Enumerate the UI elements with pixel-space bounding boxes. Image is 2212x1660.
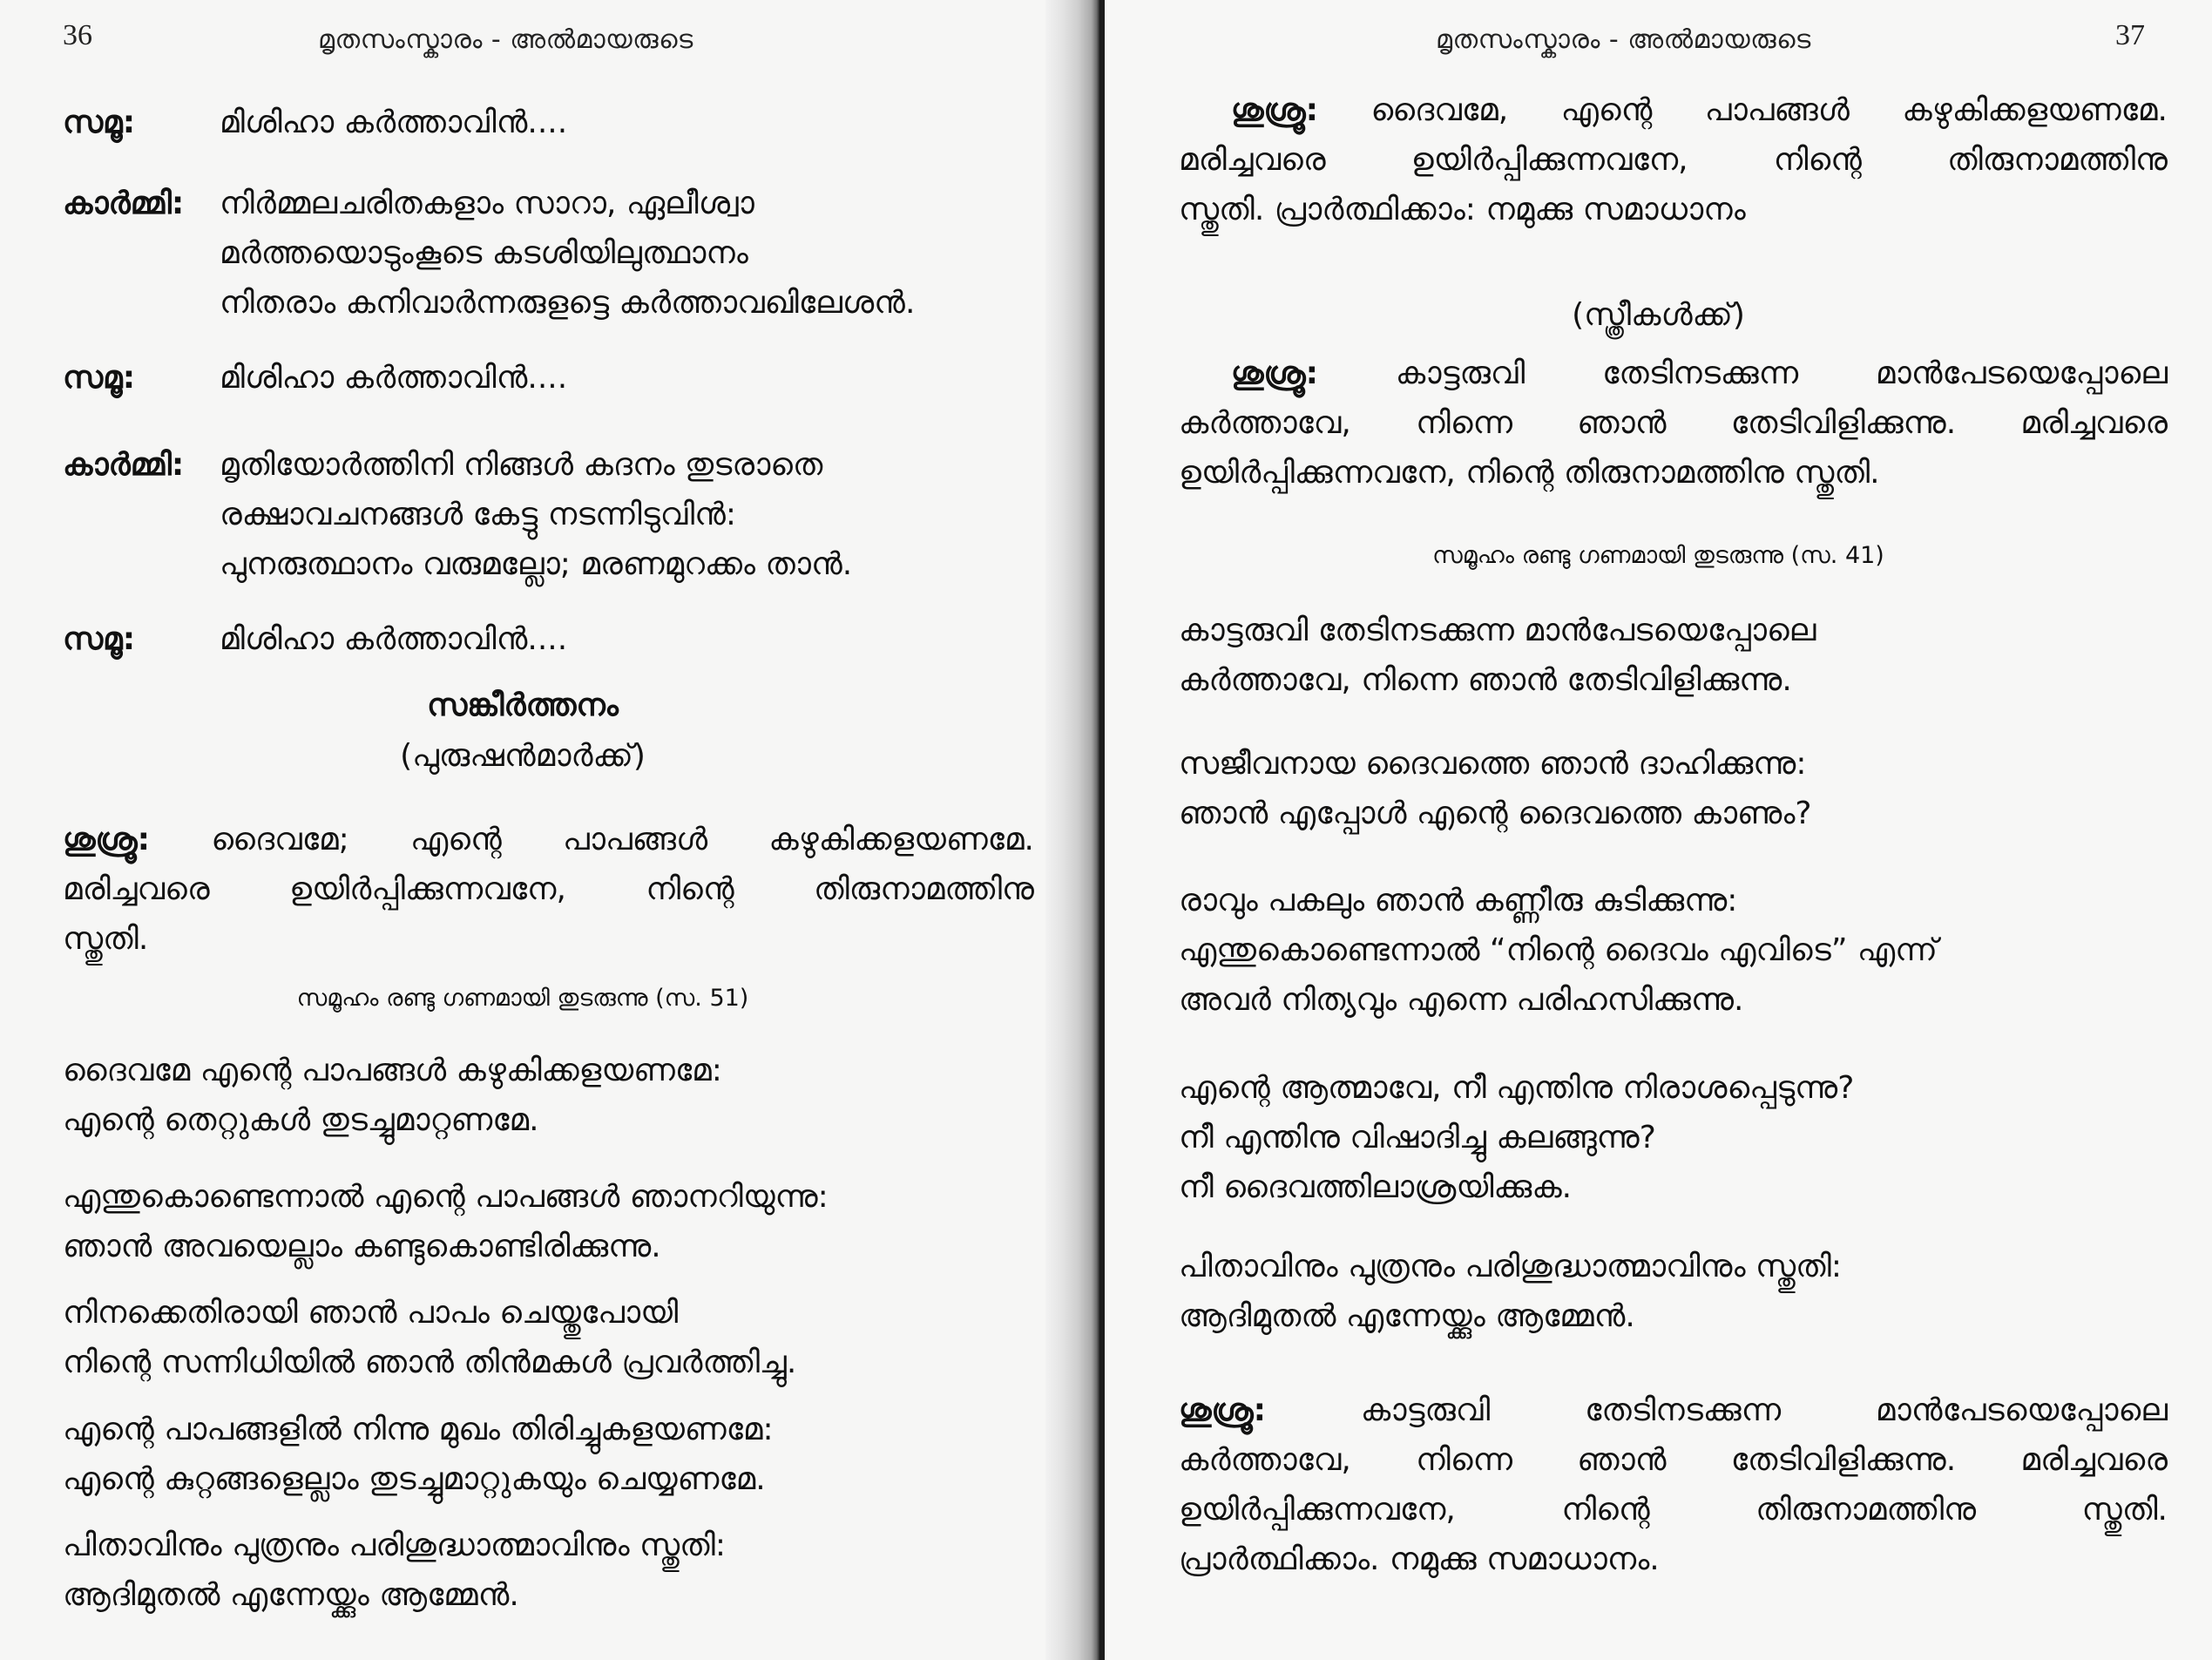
text-line: ശുശ്രൂ: ദൈവമേ; എന്റെ പാപങ്ങൾ കഴുകിക്കളയണമേ. [63, 822, 1034, 857]
exchange-samu-2 [63, 353, 1021, 403]
text-line: രക്ഷാവചനങ്ങൾ കേട്ടു നടന്നിടുവിൻ: [220, 497, 737, 532]
text-line: മരിച്ചവരെ ഉയിർപ്പിക്കുന്നവനേ, നിന്റെ തിരുനാമത്തിനു [1179, 142, 2168, 178]
text-line: കർത്താവേ, നിന്നെ ഞാൻ തേടിവിളിക്കുന്നു. മരിച്ചവരെ [1179, 1442, 2168, 1478]
section-subtitle: (സ്ത്രീകൾക്ക്) [1572, 297, 1745, 333]
stanza: പിതാവിനും പുത്രനും പരിശുദ്ധാത്മാവിനും സ്തുതി: ആദിമുതൽ എന്നേയ്ക്കും ആമ്മേൻ. [1179, 1249, 1843, 1334]
text-line: മർത്തയൊടുംകൂടെ കടശിയിലുത്ഥാനം [220, 235, 748, 271]
text-line: ശുശ്രൂ: കാട്ടരുവി തേടിനടക്കുന്ന മാൻപേടയെപ്പോലെ [1231, 356, 2168, 391]
speaker-label: സമൂ: [63, 360, 136, 396]
text-line: നിർമ്മലചരിതകളാം സാറാ, ഏലീശ്വാ [220, 186, 754, 221]
section-title: സങ്കീർത്തനം [427, 688, 619, 723]
speaker-label: ശുശ്രൂ: [63, 822, 151, 857]
text-line: സ്തുതി. പ്രാർത്ഥിക്കാം: നമുക്കു സമാധാനം [1179, 192, 1746, 227]
stanza: പിതാവിനും പുത്രനും പരിശുദ്ധാത്മാവിനും സ്തുതി: ആദിമുതൽ എന്നേയ്ക്കും ആമ്മേൻ. [63, 1528, 727, 1613]
text-line: മിശിഹാ കർത്താവിൻ.... [220, 360, 568, 396]
running-head: മൃതസംസ്കാരം - അൽമായരുടെ [318, 24, 693, 55]
text-line: മൃതിയോർത്തിനി നിങ്ങൾ കദനം തുടരാതെ [220, 447, 823, 483]
exchange-karmmi-1 [63, 179, 1021, 328]
text-line: ഉയിർപ്പിക്കുന്നവനേ, നിന്റെ തിരുനാമത്തിനു സ്തുതി. [1179, 1492, 2168, 1528]
text-line: മിശിഹാ കർത്താവിൻ.... [220, 621, 568, 657]
speaker-label: കാർമ്മി: [63, 447, 185, 483]
page-number: 37 [2115, 19, 2145, 51]
stanza: കാട്ടരുവി തേടിനടക്കുന്ന മാൻപേടയെപ്പോലെ കർത്താവേ, നിന്നെ ഞാൻ തേടിവിളിക്കുന്നു. [1179, 613, 1816, 698]
stanza: എന്റെ പാപങ്ങളിൽ നിന്നു മുഖം തിരിച്ചുകളയണമേ: എന്റെ കുറ്റങ്ങളെല്ലാം തുടച്ചുമാറ്റുകയും ചെയ്യണമേ. [63, 1412, 774, 1497]
text-line: നിതരാം കനിവാർന്നരുളട്ടെ കർത്താവഖിലേശൻ. [220, 285, 916, 321]
speaker-label: ശുശ്രൂ: [1179, 1392, 1267, 1428]
text-line: പുനരുത്ഥാനം വരുമല്ലോ; മരണമുറക്കം താൻ. [220, 546, 853, 582]
text-line: മിശിഹാ കർത്താവിൻ.... [220, 105, 568, 140]
deacon-paragraph [1179, 349, 2168, 498]
left-page [0, 0, 1045, 1660]
speaker-label: ശുശ്രൂ: [1231, 92, 1319, 128]
deacon-paragraph [1179, 85, 2168, 234]
right-page [1105, 0, 2212, 1660]
deacon-paragraph [1179, 1386, 2168, 1584]
book-gutter [1045, 0, 1099, 1660]
text-line: കർത്താവേ, നിന്നെ ഞാൻ തേടിവിളിക്കുന്നു. മരിച്ചവരെ [1179, 405, 2168, 441]
text-line: സ്തുതി. [63, 921, 149, 957]
speaker-label: സമൂ: [63, 105, 136, 140]
exchange-samu-3 [63, 614, 1021, 664]
text-line: മരിച്ചവരെ ഉയിർപ്പിക്കുന്നവനേ, നിന്റെ തിരുനാമത്തിനു [63, 871, 1034, 907]
stanza: സജീവനായ ദൈവത്തെ ഞാൻ ദാഹിക്കുന്നു: ഞാൻ എപ്പോൾ എന്റെ ദൈവത്തെ കാണും? [1179, 746, 1812, 831]
text-line: പ്രാർത്ഥിക്കാം. നമുക്കു സമാധാനം. [1179, 1541, 1660, 1577]
stanza: എന്റെ ആത്മാവേ, നീ എന്തിനു നിരാശപ്പെടുന്നു? നീ എന്തിനു വിഷാദിച്ചു കലങ്ങുന്നു? നീ ദൈവത്തിലാശ്രയിക്കുക. [1179, 1070, 1855, 1205]
text-line: ഉയിർപ്പിക്കുന്നവനേ, നിന്റെ തിരുനാമത്തിനു സ്തുതി. [1179, 455, 1880, 491]
stanza: നിനക്കെതിരായി ഞാൻ പാപം ചെയ്തുപോയി നിന്റെ സന്നിധിയിൽ ഞാൻ തിൻമകൾ പ്രവർത്തിച്ചു. [63, 1295, 797, 1380]
stanza: എന്തുകൊണ്ടെന്നാൽ എന്റെ പാപങ്ങൾ ഞാനറിയുന്നു: ഞാൻ അവയെല്ലാം കണ്ടുകൊണ്ടിരിക്കുന്നു. [63, 1179, 829, 1264]
stanza: രാവും പകലും ഞാൻ കണ്ണീരു കുടിക്കുന്നു: എന്തുകൊണ്ടെന്നാൽ “നിന്റെ ദൈവം എവിടെ” എന്ന് അവർ നിത്യവും എന്നെ പരിഹസിക്കുന്നു. [1179, 883, 1938, 1018]
stanza: ദൈവമേ എന്റെ പാപങ്ങൾ കഴുകിക്കളയണമേ: എന്റെ തെറ്റുകൾ തുടച്ചുമാറ്റണമേ. [63, 1053, 722, 1138]
page-number: 36 [63, 19, 92, 51]
exchange-karmmi-2 [63, 440, 1021, 589]
exchange-samu-1 [63, 98, 1021, 147]
rubric: സമൂഹം രണ്ടു ഗണമായി തുടരുന്നു (സ. 41) [1432, 542, 1884, 569]
text-line: ശുശ്രൂ: ദൈവമേ, എന്റെ പാപങ്ങൾ കഴുകിക്കളയണമേ. [1231, 92, 2168, 128]
speaker-label: ശുശ്രൂ: [1231, 356, 1319, 391]
text-line: ശുശ്രൂ: കാട്ടരുവി തേടിനടക്കുന്ന മാൻപേടയെപ്പോലെ [1179, 1392, 2168, 1428]
section-subtitle: (പുരുഷൻമാർക്ക്) [400, 738, 646, 774]
rubric: സമൂഹം രണ്ടു ഗണമായി തുടരുന്നു (സ. 51) [296, 985, 749, 1012]
speaker-label: സമൂ: [63, 621, 136, 657]
running-head: മൃതസംസ്കാരം - അൽമായരുടെ [1436, 24, 1811, 55]
deacon-paragraph [63, 815, 1034, 964]
speaker-label: കാർമ്മി: [63, 186, 185, 221]
